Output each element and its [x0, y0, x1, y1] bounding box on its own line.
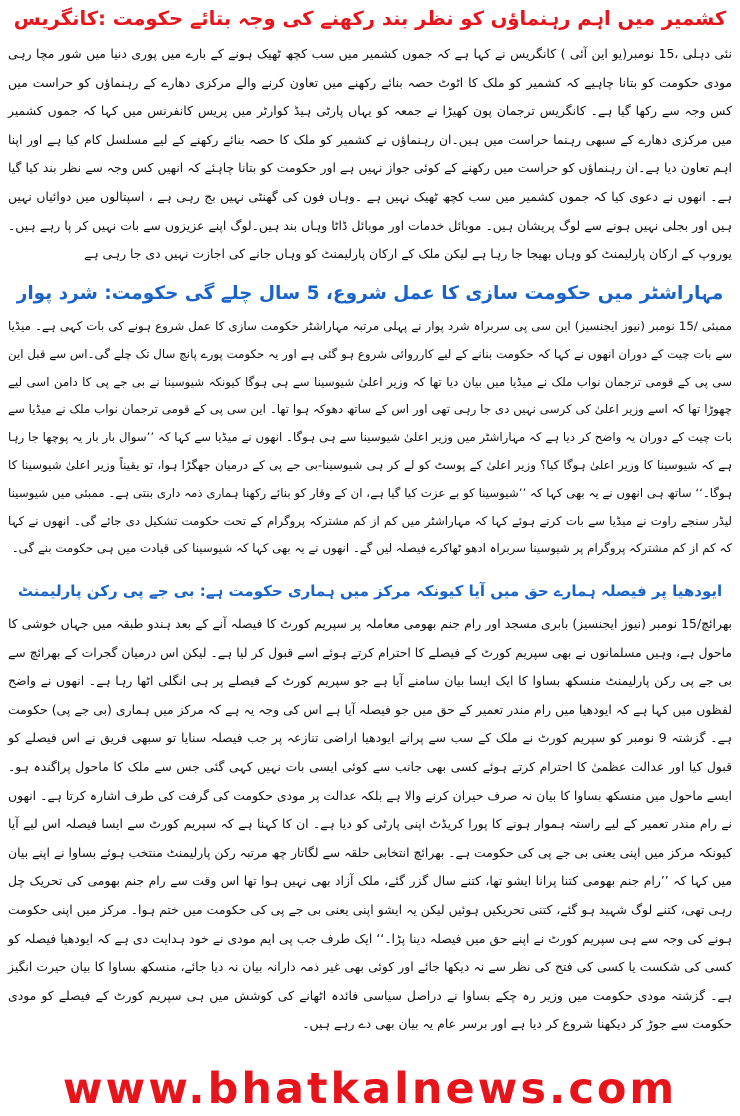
- footer-banner: [0, 1062, 740, 1116]
- article-ayodhya: [8, 576, 732, 1039]
- article-body-ayodhya: بھرائچ/15 نومبر (نیوز ایجنسیز) بابری مسجد اور رام جنم بھومی معاملہ پر سپریم کورٹ کا فیصلہ آنے کے بعد ہندو طبقہ میں جہاں خوشی کا ماحول ہے، وہیں مسلمانوں نے بھی سپریم کورٹ کے فیصلے کا احترام کرتے ہوئے اسے قبول کر لیا ہے۔ لیکن اس درمیان گجرات کے بھرائچ سے بی جے پی رکن پارلیمنٹ منسکھ بساوا کا ایک ایسا بیان سامنے آیا ہے جو سپریم کورٹ کے فیصلے پر ہی انگلی اٹھا رہا ہے۔ انھوں نے واضح لفظوں میں کہا ہے کہ ایودھیا میں رام مندر تعمیر کے حق میں جو فیصلہ آیا ہے اس کی وجہ یہ ہے کہ مرکز میں ہماری (بی جے پی) حکومت ہے۔ گزشتہ 9 نومبر کو سپریم کورٹ نے ملک کے سب سے پرانے ایودھیا اراضی تنازعہ پر جب فیصلہ سنایا تو سبھی فریق نے اس فیصلے کو قبول کیا اور عدالت عظمیٰ کا احترام کرتے ہوئے کسی بھی جانب سے کوئی ایسی بات نہیں کہی گئی جس سے ملک کا ماحول پراگندہ ہو۔ ایسے ماحول میں منسکھ بساوا کا بیان نہ صرف حیران کرنے والا ہے بلکہ عدالت پر مودی حکومت کی گرفت کی طرف اشارہ کرتا ہے۔ انھوں نے رام مندر تعمیر کے لیے راستہ ہموار ہونے کا پورا کریڈٹ اپنی پارٹی کو دیا ہے۔ ان کا کہنا ہے کہ سپریم کورٹ سے ایسا فیصلہ اس لیے آیا کیونکہ مرکز میں اپنی یعنی بی جے پی کی حکومت ہے۔ بھرائچ انتخابی حلقہ سے لگاتار چھ مرتبہ رکن پارلیمنٹ منتخب ہوئے بساوا نے اپنے بیان میں کہا کہ ’’رام جنم بھومی کتنا پرانا ایشو تھا، کتنے سال گزر گئے، ملک آزاد بھی نہیں ہوا تھا اس وقت سے رام جنم بھومی کی تحریک چل رہی تھی، کتنے لوگ شہید ہو گئے، کتنی تحریکیں ہوئیں لیکن یہ ایشو اپنی یعنی بی جے پی کی حکومت میں ختم ہوا۔ مرکز میں اپنی حکومت ہونے کی وجہ سے ہی سپریم کورٹ نے اپنے حق میں فیصلہ دینا پڑا۔‘‘ ایک طرف جب پی ایم مودی نے خود ہدایت دی ہے کہ ایودھیا فیصلہ کو کسی کی شکست یا کسی کی فتح کی نظر سے نہ دیکھا جائے اور کوئی بھی غیر ذمہ دارانہ بیان نہ دیا جائے، منسکھ بساوا کا بیان حیرت انگیز ہے۔ گزشتہ مودی حکومت میں وزیر رہ چکے بساوا نے دراصل سیاسی فائدہ اٹھانے کی کوشش میں ہی سپریم کورٹ کے فیصلے کو مودی حکومت سے جوڑ کر دیکھنا شروع کر دیا ہے اور برسر عام یہ بیان بھی دے رہے ہیں۔: [8, 616, 733, 1032]
- headline-ayodhya: ایودھیا پر فیصلہ ہمارے حق میں آیا کیونکہ مرکز میں ہماری حکومت ہے: بی جے پی رکن پارلیمنٹ: [17, 582, 723, 600]
- article-body-maharashtra: ممبئی /15 نومبر (نیوز ایجنسیز) این سی پی سربراہ شرد پوار نے پہلی مرتبہ مہاراشٹر حکومت سازی کا عمل شروع ہونے کی بات کہی ہے۔ میڈیا سے بات چیت کے دوران انھوں نے کہا کہ حکومت بنانے کے لیے کارروائی شروع ہو گئی ہے اور یہ حکومت پورے پانچ سال تک چلے گی۔اس سے قبل این سی پی کے قومی ترجمان نواب ملک نے میڈیا میں بیان دیا تھا کہ وزیر اعلیٰ شیوسینا سے ہی ہوگا کیونکہ شیوسینا نے بی جے پی کا دامن اسی لیے چھوڑا تھا کہ اسے وزیر اعلیٰ کی کرسی نہیں دی جا رہی تھی اور اس کے ساتھ دھوکہ ہوا تھا۔ این سی پی کے قومی ترجمان نواب ملک نے میڈیا سے بات چیت کے دوران یہ واضح کر دیا ہے کہ مہاراشٹر میں وزیر اعلیٰ شیوسینا سے ہی ہوگا۔ انھوں نے میڈیا سے کہا کہ ’’سوال بار بار یہ پوچھا جا رہا ہے کہ شیوسینا کا وزیر اعلیٰ ہوگا کیا؟ وزیر اعلیٰ کے پوسٹ کو لے کر ہی شیوسینا-بی جے پی کے درمیان جھگڑا ہوا، تو یقیناً وزیر اعلیٰ شیوسینا کا ہوگا۔‘‘ ساتھ ہی انھوں نے یہ بھی کہا کہ ’’شیوسینا کو بے عزت کیا گیا ہے، ان کے وقار کو بنائے رکھنا ہماری ذمہ داری بنتی ہے۔ ممبئی میں شیوسینا لیڈر سنجے راوت نے میڈیا سے بات کرتے ہوئے کہا کہ مہاراشٹر میں کم از کم مشترکہ پروگرام کے تحت حکومت تشکیل دی جائے گی۔ انھوں نے کہا کہ کم از کم مشترکہ پروگرام پر شیوسینا سربراہ ادھو ٹھاکرے فیصلہ لیں گے۔ انھوں نے یہ بھی کہا کہ شیوسینا کی قیادت میں ہی حکومت بنے گی۔: [8, 319, 732, 556]
- article-kashmir: [8, 4, 732, 269]
- website-url[interactable]: www.bhatkalnews.com: [62, 1064, 678, 1114]
- article-body-kashmir: نئی دہلی ،15 نومبر(یو این آئی ) کانگریس نے کہا ہے کہ جموں کشمیر میں سب کچھ ٹھیک ہونے کے بارے میں پوری دنیا میں شور مچا رہی مودی حکومت کو بتانا چاہیے کہ کشمیر کو ملک کا اٹوٹ حصہ بنائے رکھنے میں تعاون کرنے والے مرکزی دھارے کے رہنماؤں کو حراست میں کس وجہ سے رکھا گیا ہے۔ کانگریس ترجمان پون کھیڑا نے جمعہ کو یہاں پارٹی ہیڈ کوارٹر میں پریس کانفرنس میں کہا کہ جموں کشمیر میں مرکزی دھارے کے سبھی رہنما حراست میں ہیں۔ان رہنماؤں نے کشمیر کو ملک کا حصہ بنائے رکھنے کے لیے مسلسل کام کیا ہے اور اپنا اہم تعاون دیا ہے۔ان رہنماؤں کو حراست میں رکھنے کے کوئی جواز نہیں ہے اور حکومت کو بتانا چاہئے کہ انھیں کس وجہ سے نظر بند کیا گیا ہے۔ انھوں نے دعوی کیا کہ جموں کشمیر میں سب کچھ ٹھیک نہیں ہے ۔وہاں فون کی گھنٹی نہیں بج رہی ہے ، اسپتالوں میں دوائیاں نہیں ہیں اور بجلی نہیں ہونے سے لوگ پریشان ہیں۔ موبائل خدمات اور موبائل ڈاٹا وہاں بند ہیں۔لوگ اپنے عزیزوں سے بات نہیں کر پا رہے ہیں۔ یوروپ کے ارکان پارلیمنٹ کو وہاں بھیجا جا رہا ہے لیکن ملک کے ارکان پارلیمنٹ کو وہاں جانے کی اجازت نہیں دی جا رہی ہے: [8, 46, 732, 262]
- headline-maharashtra: مہاراشٹر میں حکومت سازی کا عمل شروع، 5 سال چلے گی حکومت: شرد پوار: [16, 283, 724, 304]
- headline-kashmir: کشمیر میں اہم رہنماؤں کو نظر بند رکھنے کی وجہ بتائے حکومت :کانگریس: [13, 7, 727, 30]
- article-maharashtra: [8, 279, 732, 563]
